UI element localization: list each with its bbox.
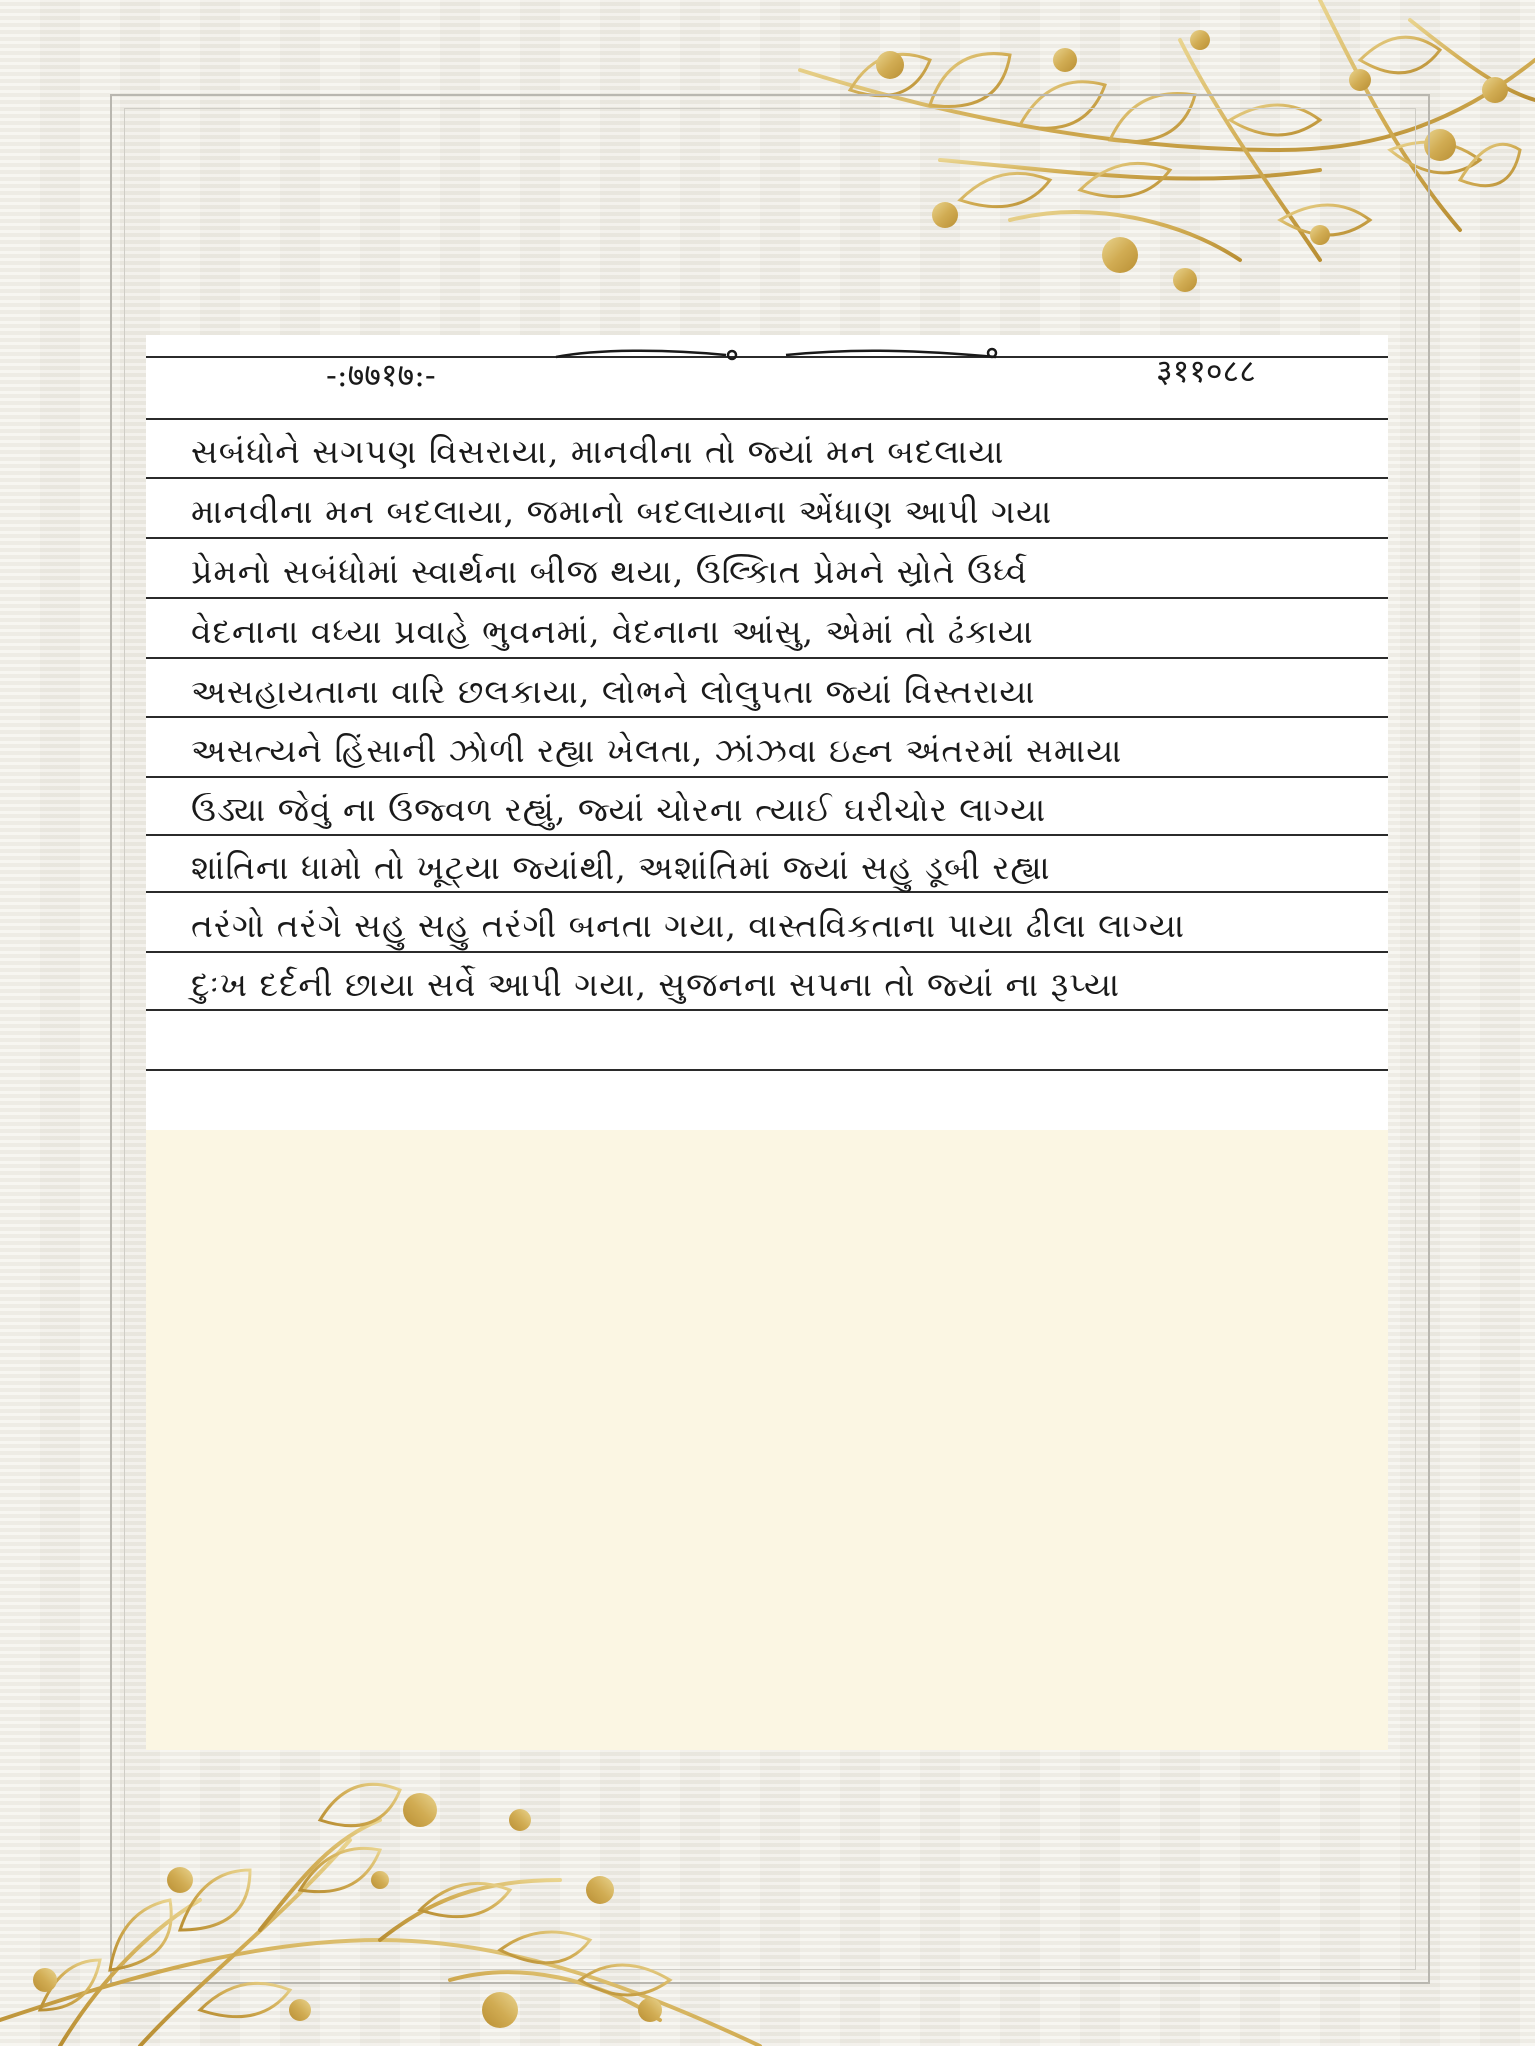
gold-foliage-ornament-bottom [0, 1780, 780, 2046]
poem-line: શાંતિના ધામો તો ખૂટ્યા જ્યાંથી, અશાંતિમાં જ્યાં સહુ ડૂબી રહ્યા [191, 848, 1051, 887]
poem-line: માનવીના મન બદલાયા, જમાનો બદલાયાના એંધાણ આપી ગયા [191, 492, 1053, 531]
poem-line: પ્રેમનો સબંધોમાં સ્વાર્થના બીજ થયા, ઉલ્કાિત પ્રેમને સ્રોતે ઉર્ધ્વ [191, 552, 1028, 591]
handwritten-note-scan [146, 335, 1388, 1130]
header-date-text: ३११०८८ [1156, 352, 1256, 390]
poem-line: અસહાયતાના વારિ છલકાયા, લોભને લોલુપતા જ્યાં વિસ્તરાયા [191, 672, 1036, 711]
poem-line: ઉડ્યા જેવું ના ઉજ્વળ રહ્યું, જ્યાં ચોરના ત્યાઈ ઘરીચોર લાગ્યા [191, 790, 1047, 829]
header-left-text: -:७७१७:- [326, 356, 436, 394]
poem-line: સબંધોને સગપણ વિસરાયા, માનવીના તો જ્યાં મન બદલાયા [191, 432, 1005, 471]
poem-line: વેદનાના વધ્યા પ્રવાહે ભુવનમાં, વેદનાના આંસુ, એમાં તો ઢંકાયા [191, 612, 1034, 651]
poem-line: અસત્યને હિંસાની ઝોળી રહ્યા ખેલતા, ઝાંઝવા ઇહ્ન અંતરમાં સમાયા [191, 731, 1123, 770]
poem-line: તરંગો તરંગે સહુ સહુ તરંગી બનતા ગયા, વાસ્તવિકતાના પાયા ઢીલા લાગ્યા [191, 906, 1186, 945]
poem-line: દુઃખ દર્દની છાયા સર્વે આપી ગયા, સુજનના સપના તો જ્યાં ના રૂપ્યા [191, 965, 1121, 1004]
cream-panel [146, 1128, 1388, 1750]
